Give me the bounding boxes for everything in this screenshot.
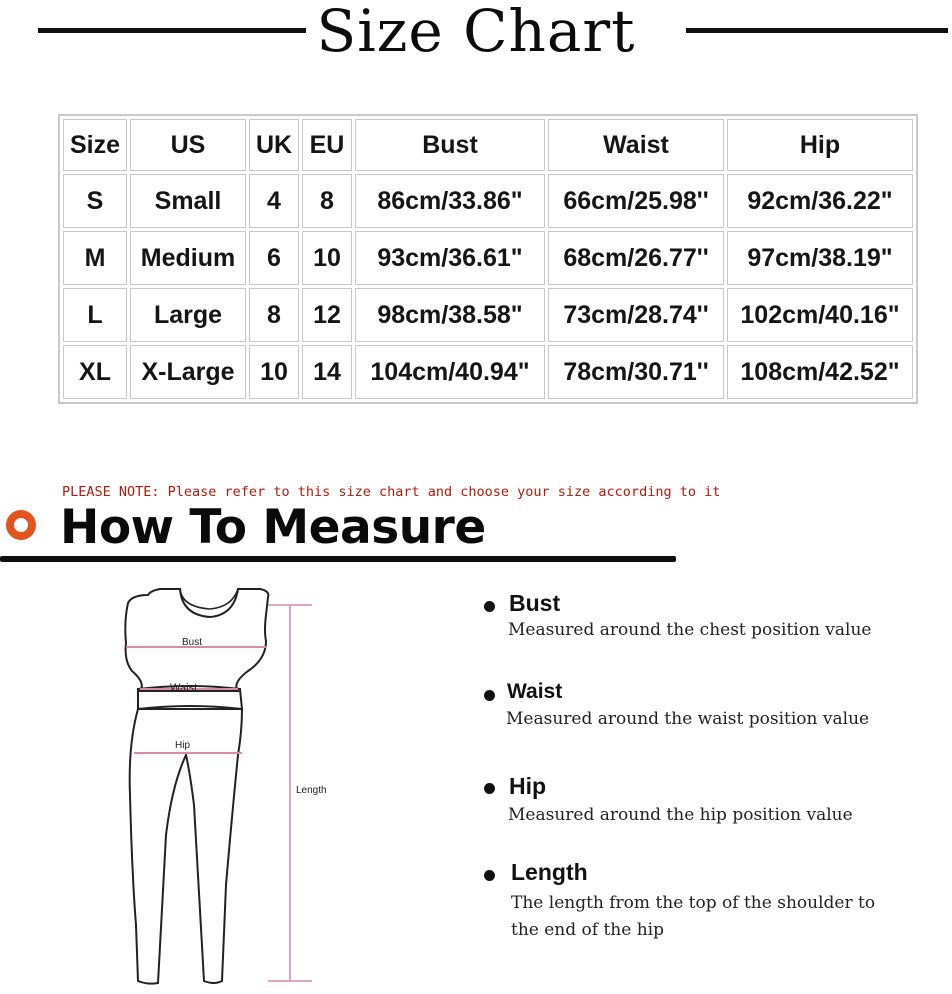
page-title: Size Chart [316, 0, 636, 65]
measure-item-desc: the end of the hip [511, 920, 664, 940]
table-row [63, 231, 913, 285]
table-cell: 66cm/25.98'' [548, 174, 724, 228]
column-header: Waist [548, 119, 724, 171]
table-row [63, 174, 913, 228]
measure-item-desc: Measured around the hip position value [508, 805, 853, 825]
length-figure-label: Length [296, 785, 327, 796]
table-cell: 10 [249, 345, 299, 399]
column-header: Hip [727, 119, 913, 171]
table-cell: 8 [302, 174, 352, 228]
measure-rule [0, 556, 676, 562]
measure-item-desc: Measured around the waist position value [506, 709, 870, 729]
table-cell: 93cm/36.61" [355, 231, 545, 285]
table-cell: 10 [302, 231, 352, 285]
table-cell: 8 [249, 288, 299, 342]
column-header: Bust [355, 119, 545, 171]
column-header: UK [249, 119, 299, 171]
measure-item-name: Waist [507, 680, 563, 703]
table-cell: 108cm/42.52" [727, 345, 913, 399]
table-cell: 12 [302, 288, 352, 342]
waist-figure-label: Waist [170, 682, 198, 694]
hip-figure-label: Hip [175, 740, 191, 751]
table-cell: XL [63, 345, 127, 399]
bullet-dot-icon [484, 690, 495, 701]
measure-title: How To Measure [60, 500, 486, 555]
table-cell: 14 [302, 345, 352, 399]
column-header: Size [63, 119, 127, 171]
garment-neckline [180, 589, 238, 609]
table-cell: 78cm/30.71'' [548, 345, 724, 399]
bust-figure-label: Bust [182, 637, 203, 648]
table-cell: 97cm/38.19" [727, 231, 913, 285]
table-cell: 104cm/40.94" [355, 345, 545, 399]
table-cell: Small [130, 174, 246, 228]
table-cell: 86cm/33.86" [355, 174, 545, 228]
table-cell: S [63, 174, 127, 228]
size-note: PLEASE NOTE: Please refer to this size chart and choose your size according to it [62, 484, 721, 500]
measure-item-desc: The length from the top of the shoulder to [511, 893, 876, 913]
table-header-row [63, 119, 913, 171]
bullet-dot-icon [484, 870, 495, 881]
table-cell: 73cm/28.74'' [548, 288, 724, 342]
column-header: US [130, 119, 246, 171]
table-cell: M [63, 231, 127, 285]
table-row [63, 288, 913, 342]
table-cell: 98cm/38.58" [355, 288, 545, 342]
size-chart-table [58, 114, 918, 404]
table-cell: 6 [249, 231, 299, 285]
measure-item-name: Length [511, 859, 588, 885]
table-cell: 68cm/26.77'' [548, 231, 724, 285]
table-cell: 92cm/36.22" [727, 174, 913, 228]
table-row [63, 345, 913, 399]
circle-bullet-icon [6, 510, 36, 540]
measure-item-desc: Measured around the chest position value [508, 620, 872, 640]
measure-item-name: Bust [509, 590, 561, 616]
table-cell: 4 [249, 174, 299, 228]
table-cell: X-Large [130, 345, 246, 399]
jumpsuit-measure-diagram [100, 585, 360, 990]
measure-item-name: Hip [509, 773, 547, 799]
table-cell: Large [130, 288, 246, 342]
table-cell: 102cm/40.16" [727, 288, 913, 342]
bullet-dot-icon [484, 601, 495, 612]
table-cell: L [63, 288, 127, 342]
bullet-dot-icon [484, 783, 495, 794]
column-header: EU [302, 119, 352, 171]
table-cell: Medium [130, 231, 246, 285]
